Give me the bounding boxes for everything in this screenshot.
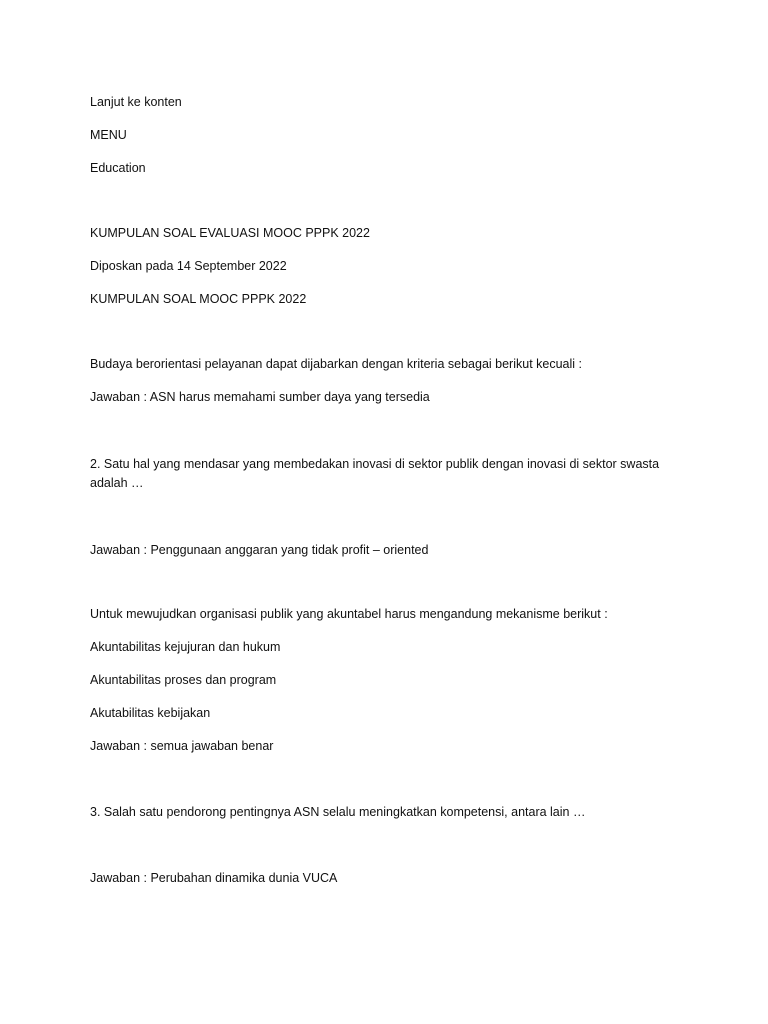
answer-1: Jawaban : ASN harus memahami sumber daya yang tersedia <box>90 390 430 404</box>
post-subtitle: KUMPULAN SOAL MOOC PPPK 2022 <box>90 292 307 306</box>
post-date: Diposkan pada 14 September 2022 <box>90 259 287 273</box>
question-3-option-1: Akuntabilitas kejujuran dan hukum <box>90 640 281 654</box>
answer-4: Jawaban : Perubahan dinamika dunia VUCA <box>90 871 338 885</box>
answer-3: Jawaban : semua jawaban benar <box>90 739 274 753</box>
category-link[interactable]: Education <box>90 161 146 175</box>
question-3-option-3: Akutabilitas kebijakan <box>90 706 211 720</box>
answer-2: Jawaban : Penggunaan anggaran yang tidak profit – oriented <box>90 543 429 557</box>
question-3-option-2: Akuntabilitas proses dan program <box>90 673 277 687</box>
question-3: Untuk mewujudkan organisasi publik yang akuntabel harus mengandung mekanisme berikut : <box>90 607 608 621</box>
question-4: 3. Salah satu pendorong pentingnya ASN selalu meningkatkan kompetensi, antara lain … <box>90 805 586 819</box>
question-1: Budaya berorientasi pelayanan dapat dijabarkan dengan kriteria sebagai berikut kecuali : <box>90 357 582 371</box>
post-title: KUMPULAN SOAL EVALUASI MOOC PPPK 2022 <box>90 226 370 240</box>
skip-to-content-link[interactable]: Lanjut ke konten <box>90 95 182 109</box>
menu-link[interactable]: MENU <box>90 128 127 142</box>
question-2: 2. Satu hal yang mendasar yang membedakan inovasi di sektor publik dengan inovasi di sektor swasta adalah … <box>90 457 660 490</box>
